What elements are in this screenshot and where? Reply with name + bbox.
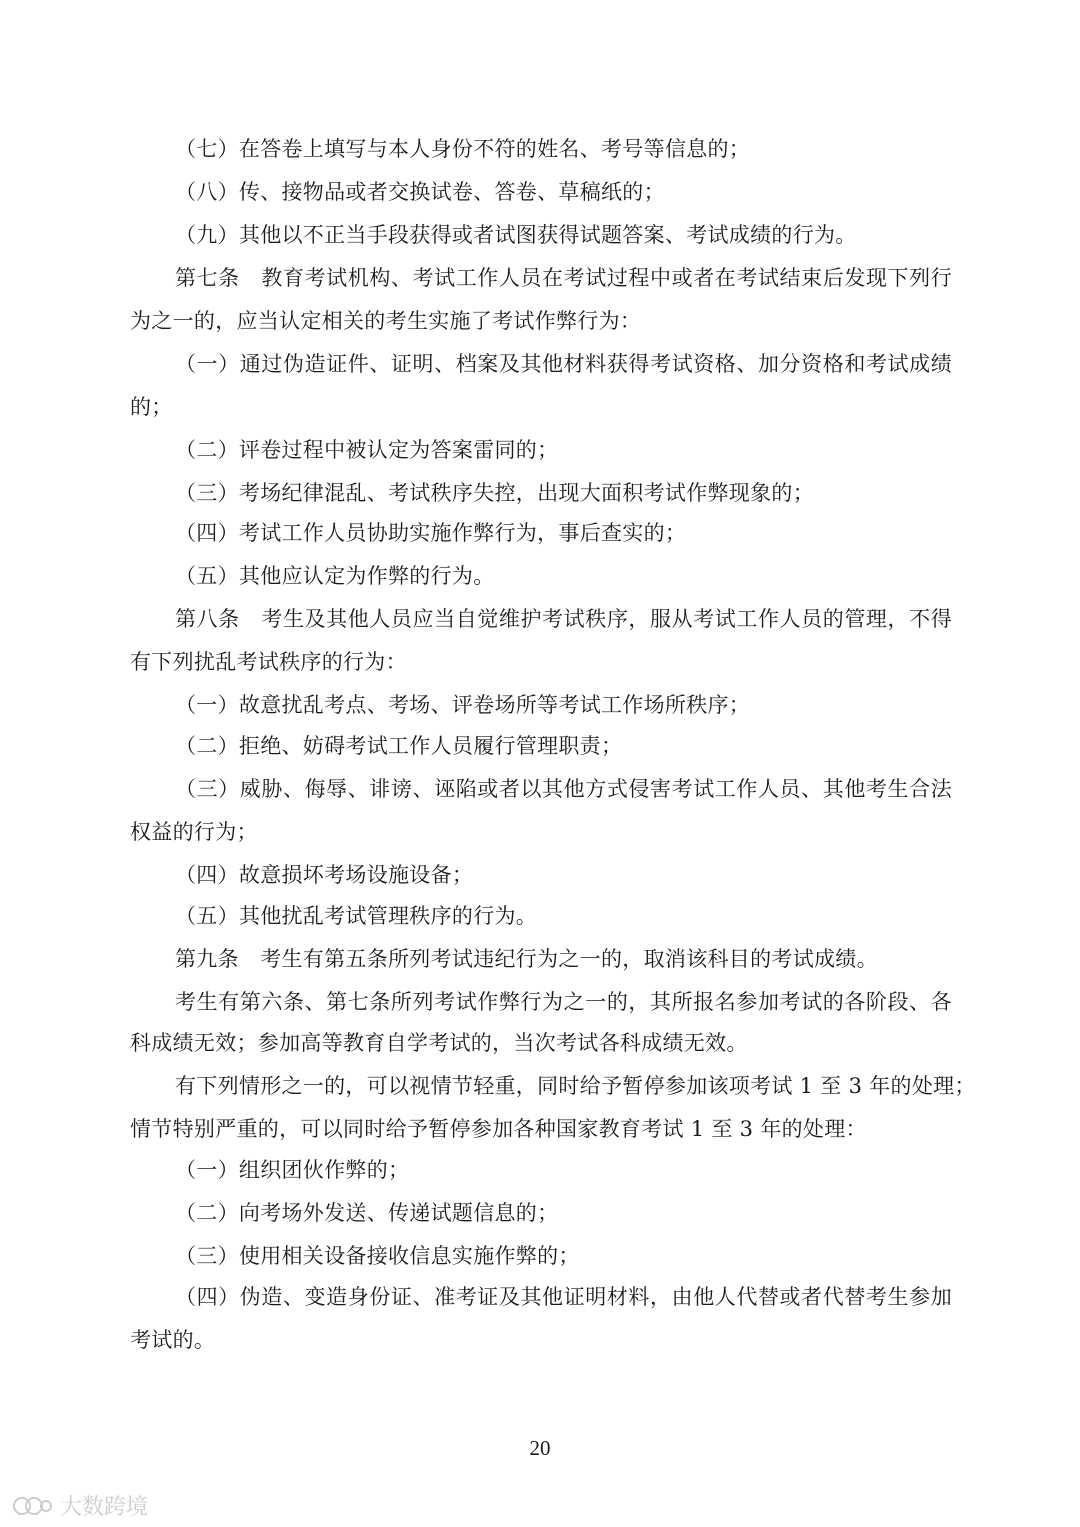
article-9-heading: 第九条 考生有第五条所列考试违纪行为之一的，取消该科目的考试成绩。 bbox=[175, 947, 878, 971]
text-line: （八）传、接物品或者交换试卷、答卷、草稿纸的； bbox=[175, 180, 665, 204]
text-line: （一）故意扰乱考点、考场、评卷场所等考试工作场所秩序； bbox=[175, 693, 751, 717]
text-line: （二）向考场外发送、传递试题信息的； bbox=[175, 1201, 559, 1225]
text-line: （五）其他应认定为作弊的行为。 bbox=[175, 564, 495, 588]
text-line: 有下列扰乱考试秩序的行为： bbox=[130, 650, 407, 674]
text-line: （一）组织团伙作弊的； bbox=[175, 1158, 410, 1182]
text-line: 的； bbox=[130, 395, 173, 419]
text-line: （二）拒绝、妨碍考试工作人员履行管理职责； bbox=[175, 734, 623, 758]
text-line: （四）考试工作人员协助实施作弊行为，事后查实的； bbox=[175, 521, 687, 545]
text-line: （三）使用相关设备接收信息实施作弊的； bbox=[175, 1244, 580, 1268]
watermark-logo-icon bbox=[12, 1494, 54, 1518]
text-line: （三）威胁、侮辱、诽谤、诬陷或者以其他方式侵害考试工作人员、其他考生合法 bbox=[175, 777, 952, 801]
article-7-heading: 第七条 教育考试机构、考试工作人员在考试过程中或者在考试结束后发现下列行 bbox=[175, 266, 952, 290]
page-number: 20 bbox=[529, 1436, 551, 1460]
article-8-heading: 第八条 考生及其他人员应当自觉维护考试秩序，服从考试工作人员的管理，不得 bbox=[175, 607, 952, 631]
text-line: （七）在答卷上填写与本人身份不符的姓名、考号等信息的； bbox=[175, 137, 751, 161]
text-line: （三）考场纪律混乱、考试秩序失控，出现大面积考试作弊现象的； bbox=[175, 481, 814, 505]
text-line: 考试的。 bbox=[130, 1328, 216, 1352]
watermark bbox=[12, 1490, 148, 1521]
text-line: （一）通过伪造证件、证明、档案及其他材料获得考试资格、加分资格和考试成绩 bbox=[175, 352, 952, 376]
text-line: （五）其他扰乱考试管理秩序的行为。 bbox=[175, 904, 538, 928]
text-line: （四）故意损坏考场设施设备； bbox=[175, 863, 474, 887]
text-line: （九）其他以不正当手段获得或者试图获得试题答案、考试成绩的行为。 bbox=[175, 223, 857, 247]
text-line: 科成绩无效；参加高等教育自学考试的，当次考试各科成绩无效。 bbox=[130, 1031, 748, 1055]
text-line: （四）伪造、变造身份证、准考证及其他证明材料，由他人代替或者代替考生参加 bbox=[175, 1285, 952, 1309]
text-line: 权益的行为； bbox=[130, 820, 258, 844]
text-line: 情节特别严重的，可以同时给予暂停参加各种国家教育考试 1 至 3 年的处理： bbox=[130, 1117, 867, 1141]
text-line: （二）评卷过程中被认定为答案雷同的； bbox=[175, 438, 559, 462]
text-line: 考生有第六条、第七条所列考试作弊行为之一的，其所报名参加考试的各阶段、各 bbox=[175, 990, 952, 1014]
watermark-text: 大数跨境 bbox=[60, 1495, 149, 1520]
text-line: 为之一的，应当认定相关的考生实施了考试作弊行为： bbox=[130, 309, 642, 333]
text-line: 有下列情形之一的，可以视情节轻重，同时给予暂停参加该项考试 1 至 3 年的处理； bbox=[175, 1074, 976, 1098]
